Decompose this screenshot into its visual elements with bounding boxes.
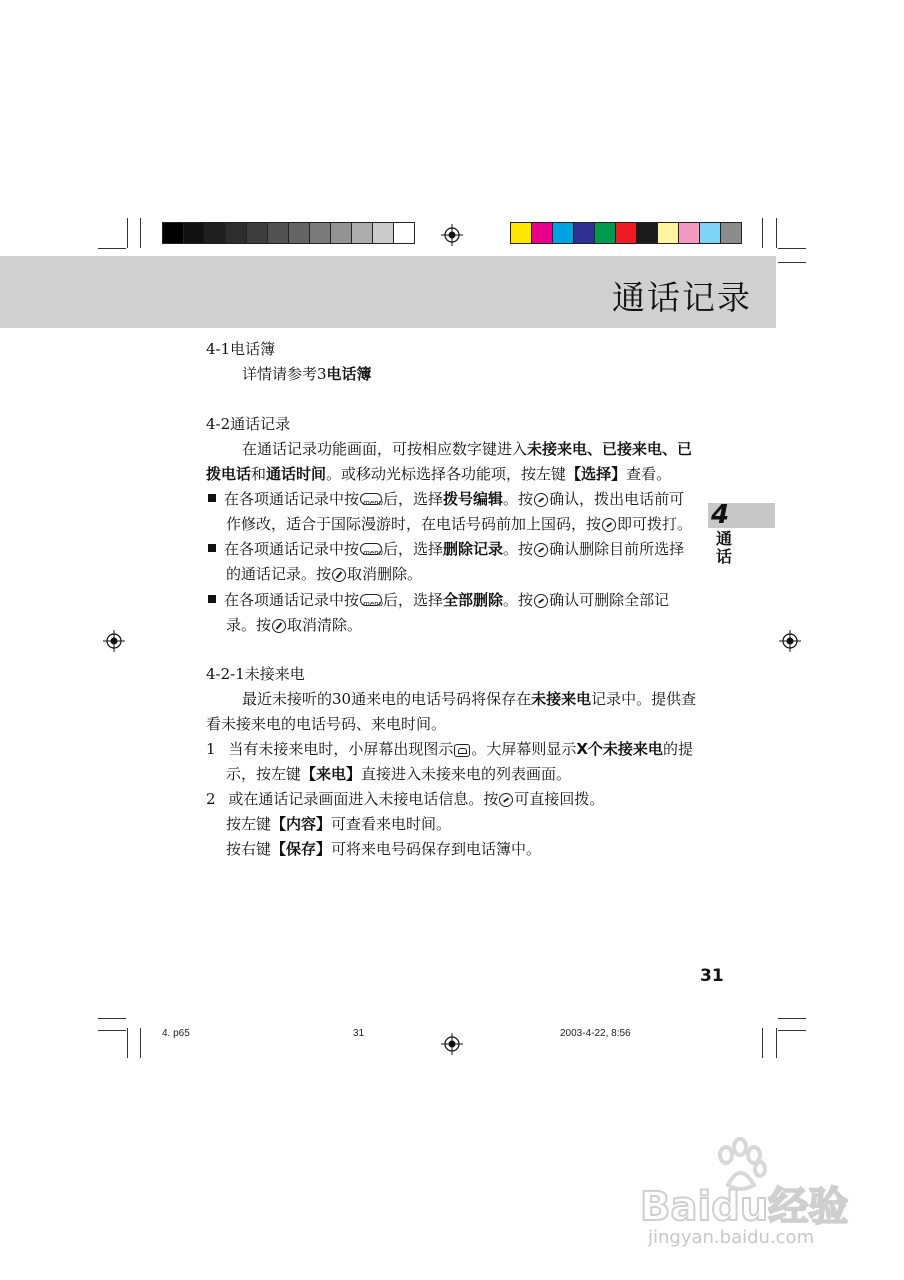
calibration-swatch <box>700 223 721 243</box>
crop-mark <box>140 218 141 248</box>
calibration-swatch <box>205 223 226 243</box>
chapter-header-band <box>0 256 776 328</box>
watermark-url: jingyan.baidu.com <box>648 1227 815 1248</box>
bullet-icon <box>208 544 216 552</box>
crop-mark <box>778 262 806 263</box>
registration-mark-icon <box>103 630 125 652</box>
menu-key-icon <box>360 594 382 606</box>
paragraph-line: 拨电话和通话时间。或移动光标选择各功能项，按左键【选择】查看。 <box>206 465 672 483</box>
menu-key-icon <box>360 493 382 505</box>
crop-mark <box>98 1018 126 1019</box>
crop-mark <box>762 1028 763 1058</box>
call-key-icon <box>534 493 548 507</box>
crop-mark <box>778 248 806 249</box>
call-key-icon <box>534 543 548 557</box>
watermark-brand: Baidu经验 <box>640 1184 849 1230</box>
numbered-item: 2 或在通话记录画面进入未接电话信息。按 可直接回拨。 <box>206 790 605 808</box>
chapter-side-label: 通话 <box>716 529 733 566</box>
calibration-swatch <box>310 223 331 243</box>
section-heading: 4-2-1未接来电 <box>206 665 305 683</box>
calibration-swatch <box>184 223 205 243</box>
footer-page: 31 <box>353 1028 365 1039</box>
calibration-swatch <box>268 223 289 243</box>
call-key-icon <box>534 594 548 608</box>
baidu-watermark <box>640 1145 860 1255</box>
footer-file-name: 4. p65 <box>162 1028 190 1039</box>
call-key-icon <box>602 518 616 532</box>
bullet-item: 在各项通话记录中按menu 后，选择删除记录。按 确认删除目前所选择 <box>208 539 684 559</box>
crop-mark <box>776 218 777 248</box>
calibration-swatch <box>511 223 532 243</box>
calibration-swatch <box>394 223 414 243</box>
registration-mark-icon <box>441 224 463 246</box>
crop-mark <box>778 1030 806 1031</box>
bullet-icon <box>208 595 216 603</box>
section-heading: 4-1电话簿 <box>206 340 276 358</box>
bullet-item-continuation: 的通话记录。按 取消删除。 <box>226 565 423 583</box>
crop-mark <box>127 1028 128 1058</box>
calibration-swatch <box>721 223 741 243</box>
crop-mark <box>140 1028 141 1058</box>
paragraph-line: 按右键【保存】可将来电号码保存到电话簿中。 <box>226 840 542 858</box>
crop-mark <box>98 248 126 249</box>
chapter-title: 通话记录 <box>612 278 752 317</box>
numbered-item: 1 当有未接来电时，小屏幕出现图示 。大屏幕则显示X个未接来电的提 <box>206 740 693 758</box>
calibration-swatch <box>679 223 700 243</box>
calibration-swatch <box>289 223 310 243</box>
crop-mark <box>776 1028 777 1058</box>
crop-mark <box>98 1030 126 1031</box>
color-calibration-bar <box>510 222 742 244</box>
bullet-item-continuation: 录。按 取消清除。 <box>226 616 363 634</box>
registration-mark-icon <box>779 630 801 652</box>
crop-mark <box>762 218 763 248</box>
registration-mark-icon <box>441 1033 463 1055</box>
calibration-swatch <box>247 223 268 243</box>
calibration-swatch <box>637 223 658 243</box>
calibration-swatch <box>163 223 184 243</box>
chapter-number: 4 <box>711 500 730 530</box>
calibration-swatch <box>532 223 553 243</box>
footer-date: 2003-4-22, 8:56 <box>560 1028 631 1039</box>
section-heading: 4-2通话记录 <box>206 415 291 433</box>
calibration-swatch <box>352 223 373 243</box>
page-number: 31 <box>700 966 724 986</box>
grayscale-calibration-bar <box>162 222 415 244</box>
calibration-swatch <box>373 223 394 243</box>
crop-mark <box>778 1018 806 1019</box>
calibration-swatch <box>331 223 352 243</box>
paragraph-line: 详情请参考3电话簿 <box>242 365 372 383</box>
bullet-item: 在各项通话记录中按menu 后，选择全部删除。按 确认可删除全部记 <box>208 590 669 610</box>
numbered-item-continuation: 示，按左键【来电】直接进入未接来电的列表画面。 <box>226 765 572 783</box>
calibration-swatch <box>658 223 679 243</box>
bullet-item: 在各项通话记录中按menu 后，选择拨号编辑。按 确认，拨出电话前可 <box>208 489 684 509</box>
end-key-icon <box>272 619 286 633</box>
calibration-swatch <box>574 223 595 243</box>
menu-key-icon <box>360 543 382 555</box>
bullet-item-continuation: 作修改，适合于国际漫游时，在电话号码前加上国码，按 即可拨打。 <box>226 515 693 533</box>
calibration-swatch <box>553 223 574 243</box>
missed-call-icon <box>454 744 470 757</box>
paragraph-line: 在通话记录功能画面，可按相应数字键进入未接来电、已接来电、已 <box>242 440 693 458</box>
bullet-icon <box>208 494 216 502</box>
paragraph-line: 看未接来电的电话号码、来电时间。 <box>206 715 447 733</box>
call-key-icon <box>499 793 513 807</box>
end-key-icon <box>332 568 346 582</box>
calibration-swatch <box>616 223 637 243</box>
paragraph-line: 最近未接听的30通来电的电话号码将保存在未接来电记录中。提供查 <box>242 690 697 708</box>
calibration-swatch <box>226 223 247 243</box>
crop-mark <box>127 218 128 248</box>
calibration-swatch <box>595 223 616 243</box>
paragraph-line: 按左键【内容】可查看来电时间。 <box>226 815 452 833</box>
